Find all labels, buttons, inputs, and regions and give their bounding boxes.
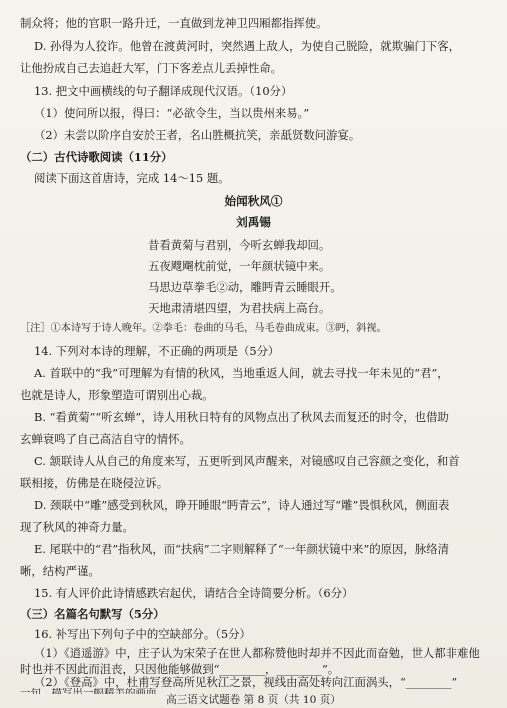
- text-line: D. 孙得为人狡诈。他曾在渡黄河时，突然遇上敌人，为使自己脱险，就欺骗门下客，: [34, 39, 461, 53]
- question-14: 14. 下列对本诗的理解，不正确的两项是（5分）: [34, 344, 280, 358]
- poetry-instruction: 阅读下面这首唐诗，完成 14～15 题。: [34, 171, 230, 185]
- question-16-item-2: （2）《登高》中，杜甫写登高所见秋江之景，视线由高处转向江面涡头，“________”: [34, 675, 458, 689]
- question-13-item-2: （2）未尝以阶序自安於王者，名山胜概抗笑，亲舐贤数问游宴。: [34, 128, 361, 142]
- poem-title: 始闻秋风①: [224, 194, 283, 208]
- poem-note: ［注］①本诗写于诗人晚年。②拳毛：卷曲的马毛，马毛卷曲成束。③眄，斜视。: [20, 323, 387, 334]
- option-d-cont: 现了秋风的神奇力量。: [20, 520, 134, 534]
- question-16-item-1-cont: 时也并不因此而沮丧，只因他能够做到“________，________”。: [20, 662, 340, 676]
- option-b-cont: 玄蝉衰鸣了自己高洁自守的情怀。: [20, 432, 191, 446]
- option-c-cont: 联相接，仿佛是在晓侵泣诉。: [20, 476, 169, 490]
- question-13: 13. 把文中画横线的句子翻译成现代汉语。（10分）: [34, 84, 293, 98]
- poem-author: 刘禹锡: [236, 215, 271, 229]
- option-a-cont: 也就是诗人，形象塑造可谓别出心裁。: [20, 388, 214, 402]
- question-15: 15. 有人评价此诗情感跌宕起伏，请结合全诗简要分析。（6分）: [34, 586, 354, 600]
- option-c: C. 颔联诗人从自己的角度来写，五更听到风声醒来，对镜感叹自己容颜之变化，和首: [34, 454, 460, 468]
- option-e: E. 尾联中的“君”指秋风，而“扶病”二字则解释了“一年颜状镜中来”的原因，脉络清: [34, 542, 449, 556]
- section-heading-poetry: （二）古代诗歌阅读（11分）: [20, 150, 173, 164]
- poem-line: 昔看黄菊与君别，今听玄蝉我却回。: [148, 238, 331, 252]
- option-a: A. 首联中的“我”可理解为有情的秋风，当地重返人间，就去寻找一年未见的“君”，: [34, 366, 449, 380]
- poem-line: 天地肃清堪四望，为君扶病上高台。: [148, 301, 331, 315]
- option-d: D. 颈联中“雕”感受到秋风，睁开睡眼“眄青云”，诗人通过写“雕”畏惧秋风，侧面表: [34, 498, 450, 512]
- section-heading-dictation: （三）名篇名句默写（5分）: [20, 607, 165, 621]
- text-line: 让他扮成自己去追赶大军，门下客差点儿丢掉性命。: [20, 61, 282, 75]
- question-16: 16. 补写出下列句子中的空缺部分。（5分）: [34, 627, 251, 641]
- question-16-item-1: （1）《逍遥游》中，庄子认为宋荣子在世人都称赞他时却并不因此而奋勉，世人都非难他: [34, 646, 480, 660]
- option-b: B. “看黄菊”“听玄蝉”，诗人用秋日特有的风物点出了秋风去而复还的时令，也借助: [34, 410, 449, 424]
- page-footer: 高三语文试题卷 第 8 页（共 10 页）: [0, 694, 507, 706]
- option-e-cont: 晰，结构严谨。: [20, 564, 100, 578]
- poem-line: 五夜飕飗枕前觉，一年颜状镜中来。: [148, 259, 331, 273]
- text-line: 制众将；他的官职一路升迁，一直做到龙神卫四厢都指挥使。: [20, 16, 328, 30]
- question-13-item-1: （1）使问所以报，得曰：“必欲令生，当以贵州来易。”: [34, 106, 310, 120]
- poem-line: 马思边草拳毛②动，雕眄青云睡眼开。: [148, 280, 342, 294]
